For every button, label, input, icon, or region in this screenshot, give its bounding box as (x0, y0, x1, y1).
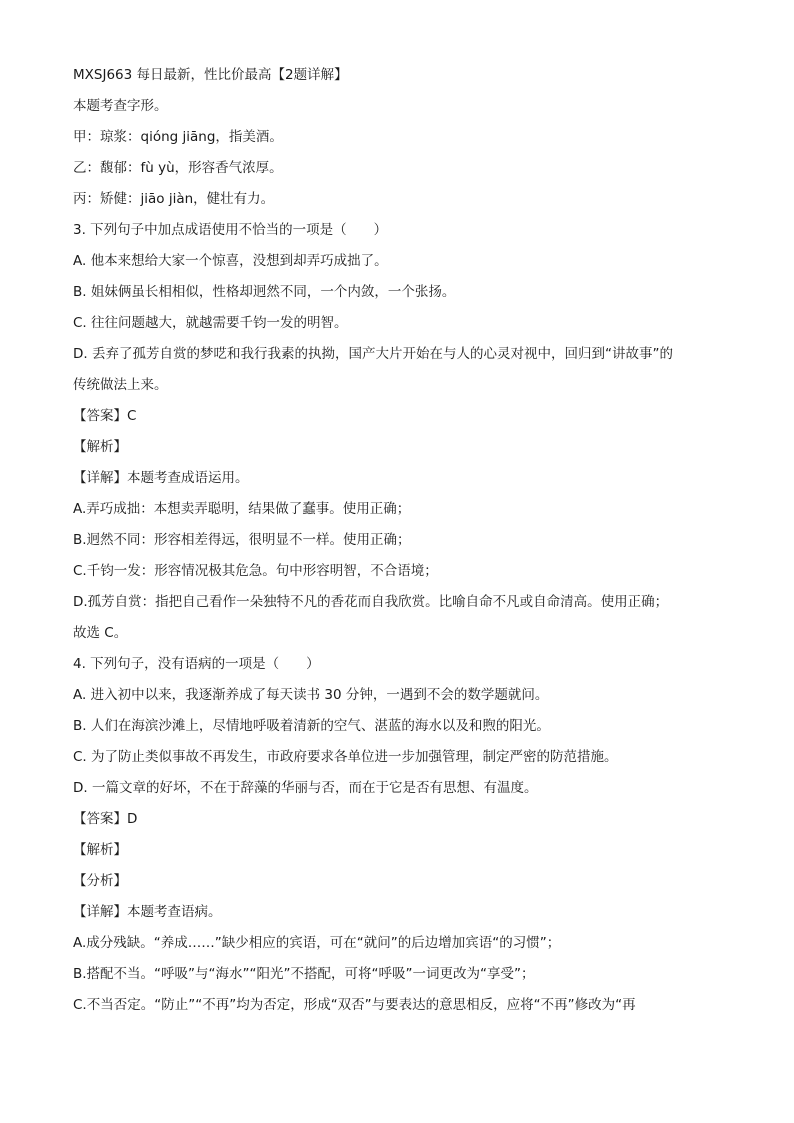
option-d: D. 一篇文章的好坏，不在于辞藻的华丽与否，而在于它是否有思想、有温度。 (73, 780, 538, 796)
option-a: A. 他本来想给大家一个惊喜，没想到却弄巧成拙了。 (73, 253, 388, 269)
explanation-line: A.弄巧成拙：本想卖弄聪明，结果做了蠢事。使用正确； (73, 501, 411, 517)
breakdown-label: 【分析】 (73, 873, 127, 889)
text-line: 乙：馥郁：fù yù，形容香气浓厚。 (73, 160, 283, 176)
option-a: A. 进入初中以来，我逐渐养成了每天读书 30 分钟，一遇到不会的数学题就问。 (73, 687, 549, 703)
explanation-line: D.孤芳自赏：指把自己看作一朵独特不凡的香花而自我欣赏。比喻自命不凡或自命清高。使用正确； (73, 594, 669, 610)
option-d: D. 丢弃了孤芳自赏的梦呓和我行我素的执拗，国产大片开始在与人的心灵对视中，回归到“讲故事”的 (73, 346, 673, 362)
explanation-line: B.迥然不同：形容相差得远，很明显不一样。使用正确； (73, 532, 411, 548)
explanation-line: C.千钧一发：形容情况极其危急。句中形容明智，不合语境； (73, 563, 438, 579)
detail-label: 【详解】本题考查成语运用。 (73, 470, 249, 486)
option-c: C. 往往问题越大，就越需要千钧一发的明智。 (73, 315, 348, 331)
conclusion-line: 故选 C。 (73, 625, 128, 641)
explanation-line: A.成分残缺。“养成……”缺少相应的宾语，可在“就问”的后边增加宾语“的习惯”； (73, 935, 561, 951)
question-3-stem: 3. 下列句子中加点成语使用不恰当的一项是（ ） (73, 222, 388, 238)
option-b: B. 人们在海滨沙滩上，尽情地呼吸着清新的空气、湛蓝的海水以及和煦的阳光。 (73, 718, 550, 734)
answer-label: 【答案】C (73, 408, 137, 424)
option-c: C. 为了防止类似事故不再发生，市政府要求各单位进一步加强管理，制定严密的防范措施。 (73, 749, 618, 765)
text-line: 丙：矫健：jiāo jiàn，健壮有力。 (73, 191, 275, 207)
explanation-line: B.搭配不当。“呼吸”与“海水”“阳光”不搭配，可将“呼吸”一词更改为“享受”； (73, 966, 535, 982)
option-d-continued: 传统做法上来。 (73, 377, 168, 393)
analysis-label: 【解析】 (73, 842, 127, 858)
answer-label: 【答案】D (73, 811, 138, 827)
text-line: 本题考查字形。 (73, 98, 168, 114)
detail-label: 【详解】本题考查语病。 (73, 904, 222, 920)
question-4-stem: 4. 下列句子，没有语病的一项是（ ） (73, 656, 320, 672)
explanation-line: C.不当否定。“防止”“不再”均为否定，形成“双否”与要表达的意思相反，应将“不再”修改为“再 (73, 997, 636, 1013)
header-line: MXSJ663 每日最新，性比价最高【2题详解】 (73, 67, 348, 83)
analysis-label: 【解析】 (73, 439, 127, 455)
text-line: 甲：琼浆：qióng jiāng，指美酒。 (73, 129, 283, 145)
option-b: B. 姐妹俩虽长相相似，性格却迥然不同，一个内敛，一个张扬。 (73, 284, 456, 300)
